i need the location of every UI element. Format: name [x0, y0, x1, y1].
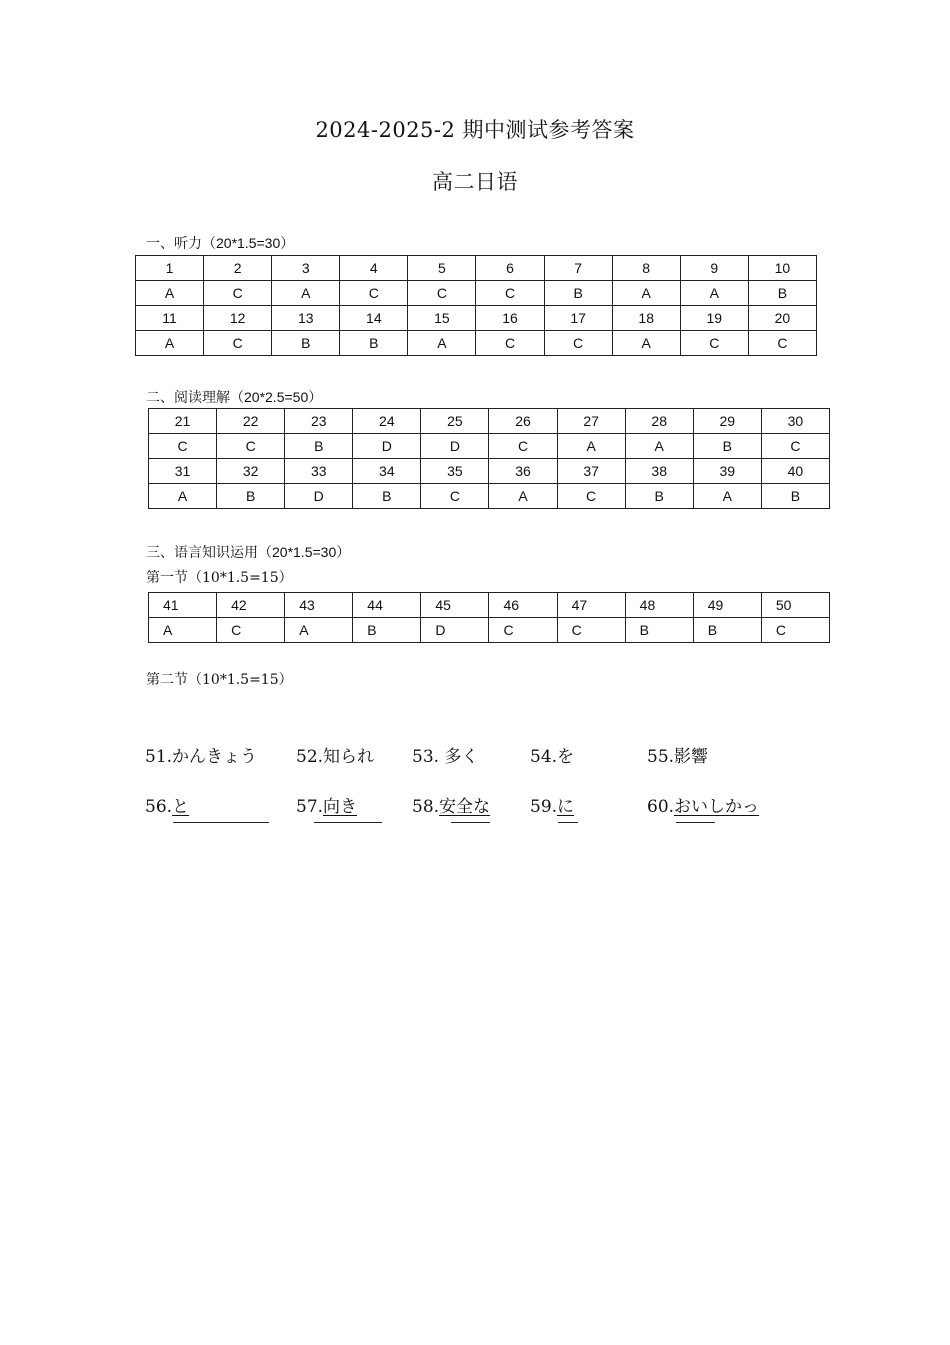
question-number-row — [149, 593, 830, 618]
fill-num: 57. — [296, 797, 324, 817]
fill-item — [647, 742, 708, 767]
question-number-cell: 20 — [748, 306, 816, 331]
answer-cell: A — [285, 618, 353, 643]
answer-cell: A — [612, 331, 680, 356]
fill-num: 55. — [647, 747, 675, 767]
answer-cell: C — [761, 618, 829, 643]
answer-cell: C — [476, 331, 544, 356]
fill-answer: と — [172, 797, 190, 817]
answer-cell: C — [217, 434, 285, 459]
answer-blank-line — [676, 822, 715, 823]
fill-answer: 知られ — [323, 747, 375, 767]
question-number-cell: 33 — [285, 459, 353, 484]
question-number-cell: 28 — [625, 409, 693, 434]
question-number-cell: 36 — [489, 459, 557, 484]
fill-num: 60. — [647, 797, 675, 817]
section2-label: 二、阅读理解 — [146, 390, 230, 406]
page-title: 2024-2025-2 期中测试参考答案 — [315, 118, 635, 142]
question-number-cell: 37 — [557, 459, 625, 484]
answer-cell: D — [421, 434, 489, 459]
answer-cell: C — [557, 484, 625, 509]
fill-num: 52. — [296, 747, 324, 767]
question-number-cell: 19 — [680, 306, 748, 331]
question-number-cell: 7 — [544, 256, 612, 281]
answer-cell: A — [693, 484, 761, 509]
answer-cell: B — [272, 331, 340, 356]
question-number-cell: 46 — [489, 593, 557, 618]
question-number-cell: 48 — [625, 593, 693, 618]
fill-item — [647, 792, 759, 817]
fill-item — [530, 792, 574, 817]
answer-cell: D — [421, 618, 489, 643]
answer-blank-line — [173, 822, 269, 823]
answer-cell: B — [544, 281, 612, 306]
question-number-cell: 9 — [680, 256, 748, 281]
section1-answer-table — [135, 255, 817, 356]
section2-score: （20*2.5=50） — [230, 389, 323, 405]
answer-cell: C — [748, 331, 816, 356]
fill-answer: おいしかっ — [674, 797, 760, 817]
section1-score: （20*1.5=30） — [202, 235, 295, 251]
answer-cell: B — [693, 434, 761, 459]
section3-part1-answer-table — [148, 592, 830, 643]
question-number-cell: 23 — [285, 409, 353, 434]
question-number-cell: 50 — [761, 593, 829, 618]
answer-cell: A — [136, 281, 204, 306]
answer-cell: B — [761, 484, 829, 509]
answer-cell: A — [557, 434, 625, 459]
question-number-cell: 26 — [489, 409, 557, 434]
answer-cell: C — [557, 618, 625, 643]
question-number-cell: 24 — [353, 409, 421, 434]
question-number-cell: 47 — [557, 593, 625, 618]
answer-cell: B — [217, 484, 285, 509]
question-number-cell: 22 — [217, 409, 285, 434]
answer-cell: C — [204, 331, 272, 356]
answer-cell: C — [421, 484, 489, 509]
question-number-cell: 42 — [217, 593, 285, 618]
fill-item — [145, 742, 257, 767]
answer-cell: C — [217, 618, 285, 643]
question-number-cell: 39 — [693, 459, 761, 484]
answer-cell: C — [761, 434, 829, 459]
question-number-cell: 30 — [761, 409, 829, 434]
answer-cell: B — [693, 618, 761, 643]
fill-item — [296, 792, 357, 817]
question-number-cell: 8 — [612, 256, 680, 281]
answer-row — [136, 331, 817, 356]
fill-item — [412, 792, 490, 817]
section3-score: （20*1.5=30） — [258, 544, 351, 560]
fill-item — [296, 742, 374, 767]
answer-cell: A — [625, 434, 693, 459]
question-number-row — [136, 306, 817, 331]
section3-part2-label: 第二节（10*1.5=15） — [146, 672, 293, 688]
answer-cell: A — [136, 331, 204, 356]
question-number-cell: 45 — [421, 593, 489, 618]
question-number-cell: 43 — [285, 593, 353, 618]
section1-label: 一、听力 — [146, 236, 202, 252]
question-number-cell: 1 — [136, 256, 204, 281]
question-number-cell: 16 — [476, 306, 544, 331]
fill-num: 53. — [412, 747, 440, 767]
answer-cell: B — [625, 484, 693, 509]
fill-item — [145, 792, 189, 817]
answer-cell: A — [680, 281, 748, 306]
fill-answer: に — [557, 797, 575, 817]
question-number-cell: 41 — [149, 593, 217, 618]
section3-part1-label: 第一节（10*1.5=15） — [146, 570, 293, 586]
question-number-cell: 6 — [476, 256, 544, 281]
answer-cell: A — [149, 618, 217, 643]
answer-cell: B — [625, 618, 693, 643]
question-number-row — [149, 459, 830, 484]
answer-cell: B — [285, 434, 353, 459]
question-number-cell: 29 — [693, 409, 761, 434]
answer-cell: A — [489, 484, 557, 509]
answer-cell: C — [340, 281, 408, 306]
question-number-cell: 21 — [149, 409, 217, 434]
fill-item — [530, 742, 574, 767]
answer-cell: C — [204, 281, 272, 306]
answer-cell: C — [489, 434, 557, 459]
answer-cell: A — [612, 281, 680, 306]
answer-row — [149, 484, 830, 509]
fill-answer: 影響 — [674, 747, 709, 767]
question-number-cell: 32 — [217, 459, 285, 484]
question-number-cell: 11 — [136, 306, 204, 331]
fill-answer: 向き — [323, 797, 358, 817]
answer-cell: B — [353, 618, 421, 643]
answer-cell: C — [408, 281, 476, 306]
answer-cell: C — [149, 434, 217, 459]
section1-heading — [146, 233, 294, 253]
answer-cell: C — [680, 331, 748, 356]
fill-num: 51. — [145, 747, 173, 767]
answer-row — [136, 281, 817, 306]
answer-blank-line — [558, 822, 578, 823]
fill-num: 59. — [530, 797, 558, 817]
fill-answer: 多く — [444, 747, 479, 767]
answer-blank-line — [451, 822, 490, 823]
fill-item — [412, 742, 478, 767]
question-number-row — [149, 409, 830, 434]
question-number-row — [136, 256, 817, 281]
answer-blank-line — [314, 822, 382, 823]
question-number-cell: 13 — [272, 306, 340, 331]
question-number-cell: 34 — [353, 459, 421, 484]
fill-num: 54. — [530, 747, 558, 767]
page-subtitle: 高二日语 — [432, 170, 518, 194]
section2-heading — [146, 387, 322, 407]
question-number-cell: 3 — [272, 256, 340, 281]
question-number-cell: 5 — [408, 256, 476, 281]
answer-cell: B — [340, 331, 408, 356]
question-number-cell: 31 — [149, 459, 217, 484]
question-number-cell: 14 — [340, 306, 408, 331]
question-number-cell: 40 — [761, 459, 829, 484]
fill-answer: 安全な — [439, 797, 491, 817]
section3-label: 三、语言知识运用 — [146, 545, 258, 561]
question-number-cell: 12 — [204, 306, 272, 331]
question-number-cell: 38 — [625, 459, 693, 484]
fill-answer: かんきょう — [172, 747, 258, 767]
answer-cell: B — [748, 281, 816, 306]
question-number-cell: 18 — [612, 306, 680, 331]
answer-cell: A — [149, 484, 217, 509]
fill-num: 56. — [145, 797, 173, 817]
question-number-cell: 4 — [340, 256, 408, 281]
question-number-cell: 49 — [693, 593, 761, 618]
question-number-cell: 10 — [748, 256, 816, 281]
answer-row — [149, 434, 830, 459]
question-number-cell: 15 — [408, 306, 476, 331]
answer-row — [149, 618, 830, 643]
answer-cell: A — [272, 281, 340, 306]
question-number-cell: 2 — [204, 256, 272, 281]
fill-answer: を — [557, 747, 575, 767]
answer-cell: C — [544, 331, 612, 356]
answer-cell: C — [476, 281, 544, 306]
answer-cell: B — [353, 484, 421, 509]
question-number-cell: 27 — [557, 409, 625, 434]
question-number-cell: 44 — [353, 593, 421, 618]
question-number-cell: 35 — [421, 459, 489, 484]
fill-num: 58. — [412, 797, 440, 817]
answer-cell: A — [408, 331, 476, 356]
answer-cell: D — [353, 434, 421, 459]
section2-answer-table — [148, 408, 830, 509]
section3-heading — [146, 542, 350, 562]
answer-cell: D — [285, 484, 353, 509]
question-number-cell: 17 — [544, 306, 612, 331]
question-number-cell: 25 — [421, 409, 489, 434]
answer-cell: C — [489, 618, 557, 643]
